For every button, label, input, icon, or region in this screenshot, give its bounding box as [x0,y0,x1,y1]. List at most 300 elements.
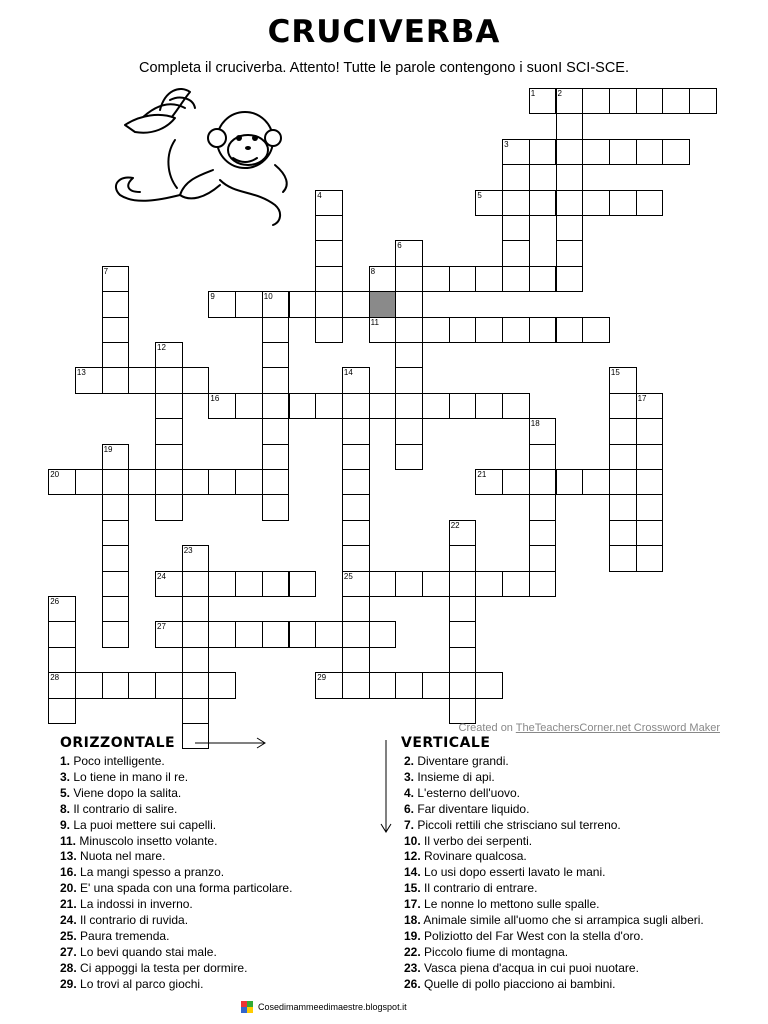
grid-cell[interactable] [102,469,130,495]
cell-number: 22 [450,520,460,530]
credit-line: Created on TheTeachersCorner.net Crossword Maker [458,722,720,734]
puzzle-logo-icon [240,1000,254,1014]
grid-cell[interactable] [502,469,530,495]
grid-cell[interactable] [102,266,130,292]
clue-item [404,945,729,961]
clue-item [60,913,292,929]
grid-cell[interactable] [582,88,610,114]
clue-number: 28. [60,960,77,975]
grid-cell[interactable] [75,469,103,495]
cell-number: 20 [50,470,60,479]
grid-cell[interactable] [75,672,103,698]
across-clues [60,754,292,993]
grid-cell[interactable] [475,393,503,419]
grid-cell[interactable] [342,672,370,698]
cell-number: 3 [504,139,509,149]
grid-cell[interactable] [369,393,397,419]
grid-cell[interactable] [609,139,637,165]
clue-item [60,834,292,850]
grid-cell[interactable] [502,215,530,241]
grid-cell[interactable] [529,469,557,495]
grid-cell[interactable] [556,215,584,241]
grid-cell[interactable] [48,596,76,622]
grid-cell[interactable] [556,190,584,216]
grid-cell[interactable] [609,520,637,546]
grid-cell[interactable] [369,571,397,597]
grid-cell[interactable] [502,164,530,190]
grid-cell[interactable] [208,621,236,647]
grid-cell[interactable] [395,393,423,419]
grid-cell[interactable] [208,291,236,317]
grid-cell[interactable] [102,621,130,647]
grid-cell[interactable] [609,190,637,216]
clue-item [404,961,729,977]
grid-cell[interactable] [529,190,557,216]
grid-cell[interactable] [529,418,557,444]
grid-cell[interactable] [182,647,210,673]
grid-cell[interactable] [315,317,343,343]
grid-cell[interactable] [369,266,397,292]
grid-cell[interactable] [609,367,637,393]
grid-cell[interactable] [449,596,477,622]
grid-cell[interactable] [449,545,477,571]
grid-cell[interactable] [48,672,76,698]
grid-cell[interactable] [155,621,183,647]
grid-cell[interactable] [609,88,637,114]
cell-number: 1 [530,89,536,98]
clue-item [60,945,292,961]
grid-cell[interactable] [48,621,76,647]
clue-number: 15. [404,881,421,896]
cell-number: 25 [343,571,353,581]
grid-cell[interactable] [342,621,370,647]
grid-cell[interactable] [556,266,584,292]
grid-cell[interactable] [262,621,290,647]
clue-item [60,770,292,786]
grid-cell[interactable] [289,393,317,419]
grid-cell[interactable] [395,367,423,393]
clue-number: 12. [404,849,421,864]
grid-cell[interactable] [155,571,183,597]
grid-cell[interactable] [422,393,450,419]
grid-cell[interactable] [475,317,503,343]
grid-cell[interactable] [636,190,664,216]
grid-cell[interactable] [102,367,130,393]
grid-cell[interactable] [529,494,557,520]
grid-cell[interactable] [48,469,76,495]
grid-cell[interactable] [182,367,210,393]
grid-cell[interactable] [315,672,343,698]
clue-item [60,865,292,881]
grid-cell[interactable] [636,444,664,470]
grid-cell[interactable] [342,367,370,393]
clue-text: Piccoli rettili che strisciano sul terreno. [414,817,621,832]
clue-text: Nuota nel mare. [76,849,166,864]
grid-cell[interactable] [609,469,637,495]
grid-cell[interactable] [182,698,210,724]
grid-cell[interactable] [102,672,130,698]
grid-cell[interactable] [155,672,183,698]
grid-cell[interactable] [102,571,130,597]
clue-number: 5. [60,785,71,800]
clue-item [60,849,292,865]
grid-cell[interactable] [636,418,664,444]
grid-cell[interactable] [395,317,423,343]
cell-number: 17 [637,393,647,403]
cell-number: 29 [317,673,327,683]
grid-cell[interactable] [609,545,637,571]
clue-number: 16. [60,865,77,880]
cell-number: 10 [263,292,273,302]
footer: Cosedimammeedimaestre.blogspot.it [240,1000,407,1014]
grid-cell[interactable] [102,444,130,470]
clue-item [60,802,292,818]
cell-number: 28 [50,673,60,683]
cell-number: 8 [370,266,376,276]
grid-cell[interactable] [529,266,557,292]
grid-cell[interactable] [182,571,210,597]
clue-item [404,770,729,786]
clue-item [60,818,292,834]
grid-cell[interactable] [395,266,423,292]
grid-cell[interactable] [155,444,183,470]
grid-cell[interactable] [689,88,717,114]
grid-cell[interactable] [289,291,317,317]
cell-number: 11 [370,317,379,327]
grid-cell[interactable] [369,621,397,647]
clue-number: 17. [404,897,421,912]
grid-cell[interactable] [395,291,423,317]
clue-text: Ci appoggi la testa per dormire. [76,960,248,975]
grid-cell[interactable] [502,190,530,216]
clue-text: La mangi spesso a pranzo. [76,865,225,880]
grid-cell[interactable] [128,367,156,393]
grid-cell[interactable] [342,469,370,495]
clue-number: 8. [60,801,71,816]
grid-cell[interactable] [235,621,263,647]
grid-cell[interactable] [155,367,183,393]
cell-number: 16 [210,393,220,403]
clue-number: 7. [404,817,415,832]
clue-text: La puoi mettere sui capelli. [70,817,217,832]
clue-number: 14. [404,865,421,880]
clue-number: 10. [404,833,421,848]
grid-cell[interactable] [395,240,423,266]
grid-cell[interactable] [449,317,477,343]
grid-cell[interactable] [208,571,236,597]
grid-cell[interactable] [449,520,477,546]
grid-cell[interactable] [262,393,290,419]
grid-cell[interactable] [342,444,370,470]
clue-number: 4. [404,785,415,800]
grid-cell[interactable] [342,647,370,673]
grid-cell[interactable] [208,672,236,698]
grid-cell[interactable] [636,545,664,571]
cell-number: 21 [477,470,487,479]
grid-cell[interactable] [182,469,210,495]
arrow-down-icon [379,738,393,836]
across-heading: ORIZZONTALE [60,735,176,751]
grid-cell[interactable] [235,291,263,317]
down-clues [404,754,729,993]
grid-cell[interactable] [395,672,423,698]
instructions: Completa il cruciverba. Attento! Tutte le parole contengono i suonI SCI-SCE. [138,60,630,76]
grid-cell[interactable] [342,494,370,520]
grid-cell[interactable] [262,494,290,520]
grid-cell[interactable] [636,139,664,165]
grid-cell[interactable] [502,139,530,165]
clue-text: Lo trovi al parco giochi. [76,976,204,991]
cell-number: 23 [183,546,193,556]
grid-cell[interactable] [582,190,610,216]
grid-cell[interactable] [262,342,290,368]
grid-cell[interactable] [342,571,370,597]
grid-cell[interactable] [102,596,130,622]
clue-number: 19. [404,928,421,943]
grid-cell[interactable] [662,139,690,165]
clue-number: 3. [404,769,415,784]
grid-cell[interactable] [155,342,183,368]
grid-cell[interactable] [102,494,130,520]
grid-cell[interactable] [636,88,664,114]
grid-cell[interactable] [182,672,210,698]
grid-cell[interactable] [155,393,183,419]
grid-cell[interactable] [502,317,530,343]
grid-cell[interactable] [128,672,156,698]
grid-cell[interactable] [582,317,610,343]
clue-item [404,929,729,945]
clue-text: Insieme di api. [414,769,495,784]
grid-cell[interactable] [395,571,423,597]
grid-cell[interactable] [556,240,584,266]
grid-cell[interactable] [342,393,370,419]
grid-cell[interactable] [395,342,423,368]
clue-text: La indossi in inverno. [76,897,193,912]
clue-text: Poliziotto del Far West con la stella d'oro. [420,928,644,943]
down-heading: VERTICALE [401,735,491,751]
clue-item [404,754,729,770]
clue-number: 2. [404,754,415,768]
clue-number: 11. [60,833,77,848]
grid-cell[interactable] [315,393,343,419]
clue-text: Poco intelligente. [70,754,165,768]
clue-number: 25. [60,928,77,943]
grid-cell[interactable] [422,672,450,698]
grid-cell[interactable] [556,164,584,190]
grid-cell[interactable] [449,698,477,724]
grid-cell[interactable] [556,317,584,343]
clue-item [404,818,729,834]
grid-cell[interactable] [342,291,370,317]
clue-text: Il verbo dei serpenti. [420,833,533,848]
grid-cell[interactable] [235,393,263,419]
grid-cell[interactable] [475,266,503,292]
grid-cell[interactable] [208,393,236,419]
clue-text: Il contrario di ruvida. [76,913,189,928]
grid-cell[interactable] [475,571,503,597]
clue-item [404,881,729,897]
clue-number: 29. [60,976,77,991]
grid-cell[interactable] [449,672,477,698]
clue-text: Minuscolo insetto volante. [76,833,218,848]
grid-cell[interactable] [395,444,423,470]
grid-cell[interactable] [502,571,530,597]
grid-cell[interactable] [48,698,76,724]
grid-cell[interactable] [262,291,290,317]
grid-cell[interactable] [609,393,637,419]
grid-cell[interactable] [582,469,610,495]
grid-cell[interactable] [315,190,343,216]
grid-cell[interactable] [422,266,450,292]
grid-cell[interactable] [102,520,130,546]
grid-cell[interactable] [449,393,477,419]
clue-item [60,754,292,770]
clue-number: 23. [404,960,421,975]
grid-cell[interactable] [556,139,584,165]
clue-number: 6. [404,801,415,816]
grid-cell[interactable] [262,469,290,495]
grid-cell[interactable] [529,88,557,114]
grid-cell[interactable] [529,520,557,546]
grid-cell[interactable] [262,418,290,444]
grid-cell[interactable] [529,139,557,165]
grid-cell[interactable] [529,444,557,470]
clue-text: Far diventare liquido. [414,801,530,816]
grid-cell[interactable] [182,545,210,571]
grid-cell[interactable] [235,571,263,597]
grid-cell[interactable] [369,291,397,317]
grid-cell[interactable] [475,672,503,698]
grid-cell[interactable] [662,88,690,114]
grid-cell[interactable] [342,418,370,444]
clue-text: Il contrario di salire. [70,801,178,816]
grid-cell[interactable] [369,317,397,343]
grid-cell[interactable] [315,621,343,647]
grid-cell[interactable] [342,545,370,571]
clue-number: 1. [60,754,71,768]
cell-number: 26 [50,597,60,606]
grid-cell[interactable] [449,621,477,647]
grid-cell[interactable] [609,418,637,444]
grid-cell[interactable] [102,545,130,571]
grid-cell[interactable] [529,545,557,571]
grid-cell[interactable] [182,621,210,647]
grid-cell[interactable] [636,393,664,419]
grid-cell[interactable] [342,520,370,546]
cell-number: 15 [610,368,620,378]
grid-cell[interactable] [289,571,317,597]
clue-text: Il contrario di entrare. [420,881,538,896]
cell-number: 7 [103,266,109,276]
grid-cell[interactable] [529,571,557,597]
grid-cell[interactable] [636,494,664,520]
grid-cell[interactable] [369,672,397,698]
clue-item [60,961,292,977]
grid-cell[interactable] [449,266,477,292]
grid-cell[interactable] [395,418,423,444]
clue-number: 27. [60,944,77,959]
clue-text: Lo usi dopo esserti lavato le mani. [420,865,606,880]
grid-cell[interactable] [422,571,450,597]
grid-cell[interactable] [262,571,290,597]
grid-cell[interactable] [155,469,183,495]
grid-cell[interactable] [155,494,183,520]
grid-cell[interactable] [315,291,343,317]
grid-cell[interactable] [502,393,530,419]
grid-cell[interactable] [128,469,156,495]
credit-link[interactable]: TheTeachersCorner.net Crossword Maker [515,722,720,734]
grid-cell[interactable] [475,469,503,495]
grid-cell[interactable] [449,571,477,597]
cell-number: 6 [397,241,402,251]
clue-number: 26. [404,976,421,991]
grid-cell[interactable] [475,190,503,216]
grid-cell[interactable] [102,291,130,317]
grid-cell[interactable] [262,317,290,343]
grid-cell[interactable] [502,240,530,266]
clue-text: Quelle di pollo piacciono ai bambini. [420,976,616,991]
grid-cell[interactable] [235,469,263,495]
grid-cell[interactable] [289,621,317,647]
clue-number: 21. [60,897,77,912]
clue-text: Vasca piena d'acqua in cui puoi nuotare. [420,960,639,975]
clue-number: 13. [60,849,77,864]
grid-cell[interactable] [155,418,183,444]
clue-item [404,977,729,993]
cell-number: 9 [210,292,215,302]
grid-cell[interactable] [262,367,290,393]
grid-cell[interactable] [315,266,343,292]
grid-cell[interactable] [315,240,343,266]
grid-cell[interactable] [609,494,637,520]
grid-cell[interactable] [556,113,584,139]
grid-cell[interactable] [422,317,450,343]
grid-cell[interactable] [556,469,584,495]
grid-cell[interactable] [48,647,76,673]
grid-cell[interactable] [342,596,370,622]
clue-number: 18. [404,913,421,928]
grid-cell[interactable] [262,444,290,470]
grid-cell[interactable] [582,139,610,165]
grid-cell[interactable] [102,342,130,368]
arrow-right-icon [193,736,268,750]
grid-cell[interactable] [556,88,584,114]
clue-text: Lo tiene in mano il re. [70,769,189,784]
grid-cell[interactable] [182,596,210,622]
grid-cell[interactable] [102,317,130,343]
grid-cell[interactable] [636,520,664,546]
cell-number: 2 [557,89,562,98]
grid-cell[interactable] [636,469,664,495]
grid-cell[interactable] [315,215,343,241]
clue-text: Rovinare qualcosa. [420,849,527,864]
clue-item [404,786,729,802]
clue-text: Le nonne lo mettono sulle spalle. [420,897,600,912]
grid-cell[interactable] [502,266,530,292]
grid-cell[interactable] [75,367,103,393]
clue-text: Piccolo fiume di montagna. [420,944,569,959]
grid-cell[interactable] [208,469,236,495]
clue-text: Viene dopo la salita. [70,785,182,800]
grid-cell[interactable] [449,647,477,673]
grid-cell[interactable] [609,444,637,470]
clue-item [60,881,292,897]
clue-number: 20. [60,881,77,896]
grid-cell[interactable] [529,317,557,343]
clue-number: 9. [60,817,71,832]
clue-number: 3. [60,769,71,784]
clue-text: Animale simile all'uomo che si arrampica sugli alberi. [420,913,704,928]
